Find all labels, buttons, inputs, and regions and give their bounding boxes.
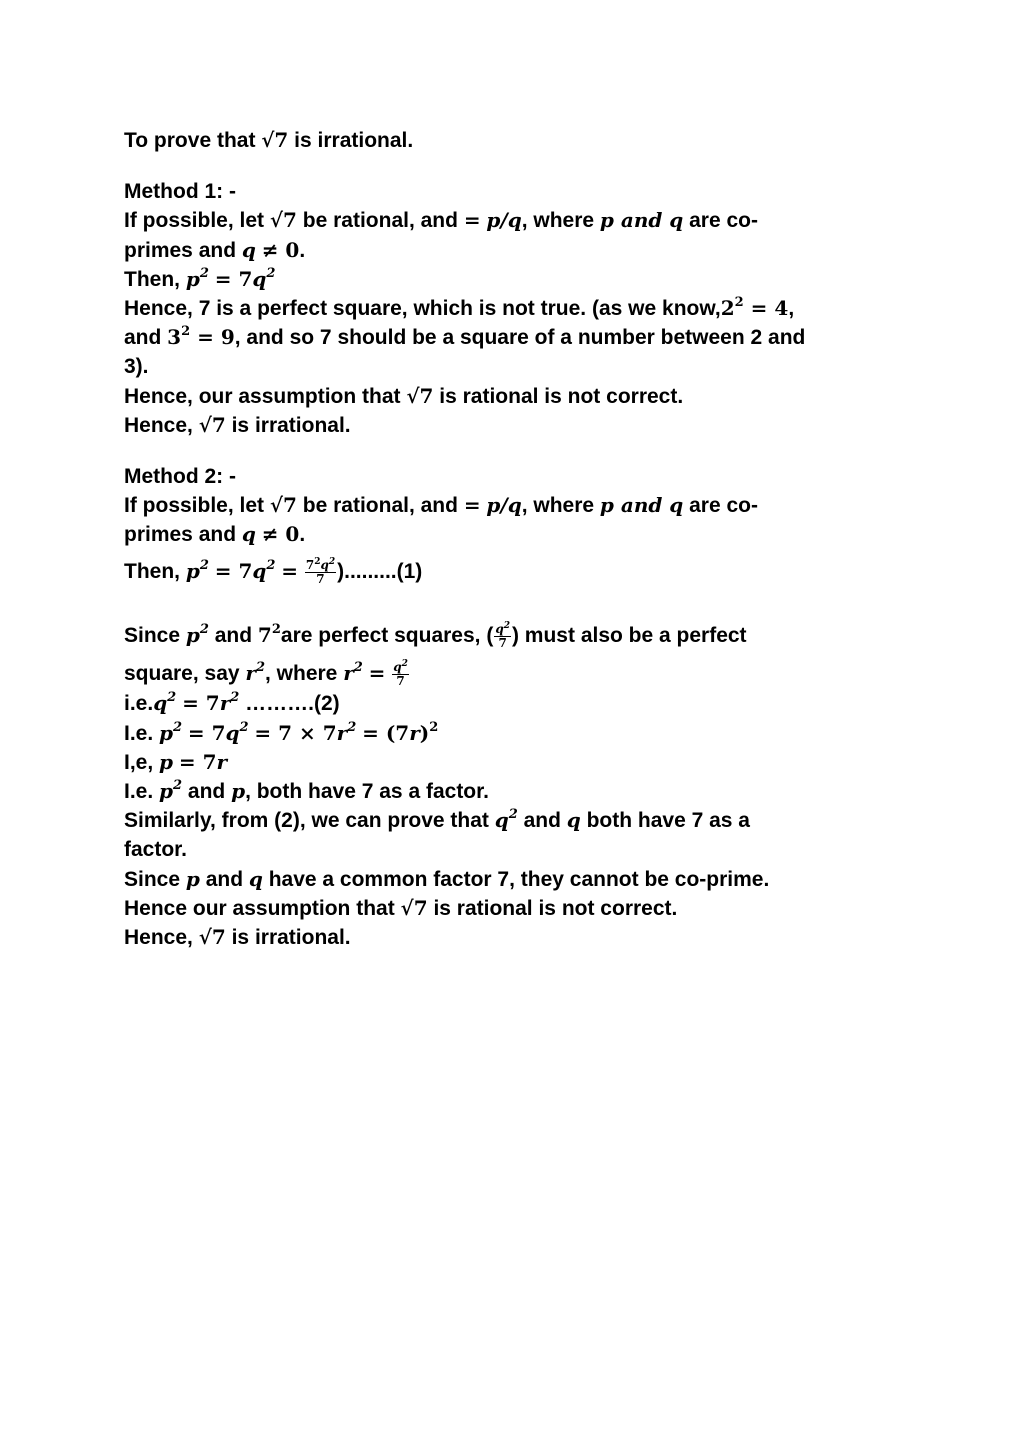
method-2-line-9: I.e. $p^2$ and p, both have 7 as a factor. — [124, 778, 489, 803]
method-2-line-12: Since p and q have a common factor 7, they cannot be co-prime. — [124, 866, 770, 891]
method-1-line-5: and $3^2 = 9$, and so 7 should be a square of a number between 2 and — [124, 324, 806, 350]
method-1-line-7: Hence, our assumption that √7 is rational is not correct. — [124, 383, 684, 408]
method-1-line-8: Hence, √7 is irrational. — [124, 412, 351, 437]
method-2-heading: Method 2: - — [124, 464, 236, 488]
method-1-line-6: 3). — [124, 355, 149, 379]
method-2-line-3: Then, $p^2 = 7q^2$ = $\frac{7^2q^2}{7}$ ).........(1) — [124, 557, 423, 587]
method-1-line-2: primes and q ≠ 0. — [124, 237, 306, 262]
method-2-line-1: If possible, let √7 be rational, and = p/q, where p and q are co- — [124, 493, 758, 518]
method-2-line-6: $i.e.q^2 = 7r^2$ ……….(2) — [124, 690, 340, 716]
method-1-line-3: Then, $p^2 = 7q^2$ — [124, 265, 276, 291]
method-2-line-7: I.e. $p^2 = 7q^2 = 7 \times 7r^2 = (7r)^2$ — [124, 719, 439, 745]
method-2-line-13: Hence our assumption that √7 is rational is not correct. — [124, 895, 678, 920]
fraction-7sq-qsq-over-7: $\frac{7^2q^2}{7}$ — [305, 557, 336, 587]
method-2-line-5: square, say $r^2$, where $r^2$ = $\frac{q^2}{7}$ — [124, 659, 408, 689]
method-1-line-4: Hence, 7 is a perfect square, which is not true. (as we $know,2^2 = 4$, — [124, 294, 795, 320]
proof-title: To prove that √7 is irrational. — [124, 128, 414, 152]
method-2-line-11: factor. — [124, 838, 188, 862]
method-1-heading: Method 1: - — [124, 180, 236, 204]
fraction-qsq-over-7: $\frac{q^2}{7}$ — [495, 621, 510, 651]
method-1-line-1: If possible, let √7 be rational, and = p/q, where p and q are co- — [124, 208, 758, 233]
method-2-line-10: Similarly, from (2), we can prove that $q^2$ and q both have 7 as a — [124, 807, 750, 833]
method-2-line-4: Since $p^2$ and $7^2are$ perfect squares, ( $\frac{q^2}{7}$ ) must also be a perfect — [124, 621, 747, 651]
method-2-line-2: primes and q ≠ 0. — [124, 522, 306, 547]
document-page — [124, 126, 914, 952]
method-2-line-8: I,e, p = 7r — [124, 749, 228, 774]
fraction-qsq-over-7-b: $\frac{q^2}{7}$ — [393, 659, 408, 689]
method-2-line-14: Hence, √7 is irrational. — [124, 924, 351, 949]
